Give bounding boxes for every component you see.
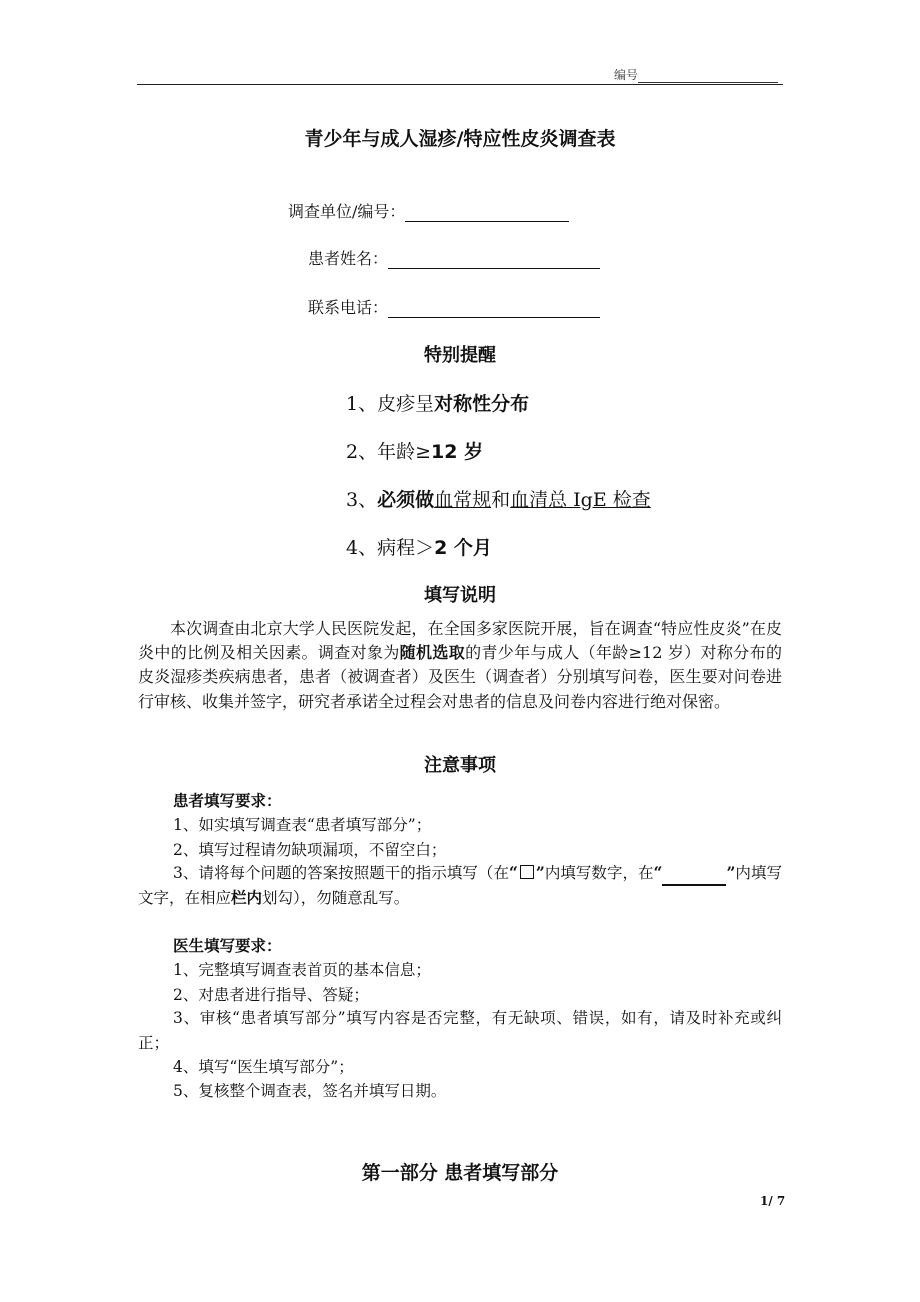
name-input-blank[interactable]: [388, 252, 600, 269]
doctor-requirement-5: 5、复核整个调查表，签名并填写日期。: [173, 1082, 447, 1100]
phone-label: 联系电话：: [308, 298, 389, 317]
patient-requirement-2: 2、填写过程请勿缺项漏项，不留空白；: [173, 841, 447, 859]
notes-heading: 注意事项: [424, 755, 496, 776]
reminder-item-2: 2、年龄≥12 岁: [346, 441, 484, 463]
page-number: 1/ 7: [760, 1194, 786, 1208]
phone-input-blank[interactable]: [388, 301, 600, 318]
header-rule: [137, 84, 783, 85]
patient-requirement-3: 3、请将每个问题的答案按照题干的指示填写（在“ ”内填写数字，在“ ”内填写文字，在相应栏内划勾），勿随意乱写。: [138, 863, 782, 907]
document-number-field[interactable]: [638, 70, 778, 83]
checkbox-icon: [520, 865, 534, 879]
doctor-requirement-4: 4、填写“医生填写部分”；: [173, 1058, 354, 1076]
doctor-requirement-1: 1、完整填写调查表首页的基本信息；: [173, 961, 431, 979]
doctor-requirements-heading: 医生填写要求：: [173, 937, 282, 955]
doctor-requirement-2: 2、对患者进行指导、答疑；: [173, 986, 369, 1004]
unit-field-row: [288, 199, 569, 222]
instructions-heading: 填写说明: [424, 585, 496, 606]
patient-requirements-heading: 患者填写要求：: [173, 792, 282, 810]
part-one-title: 第一部分 患者填写部分: [361, 1162, 559, 1184]
patient-requirement-1: 1、如实填写调查表“患者填写部分”；: [173, 816, 432, 834]
unit-input-blank[interactable]: [405, 205, 569, 222]
name-label: 患者姓名：: [308, 249, 389, 268]
name-field-row: [308, 246, 600, 269]
phone-field-row: [308, 295, 600, 318]
reminder-heading: 特别提醒: [424, 345, 496, 366]
page-title: 青少年与成人湿疹/特应性皮炎调查表: [304, 128, 616, 150]
reminder-item-1: 1、皮疹呈对称性分布: [346, 393, 530, 415]
instructions-paragraph: 本次调查由北京大学人民医院发起，在全国多家医院开展，旨在调查“特应性皮炎”在皮炎中的比例及相关因素。调查对象为随机选取的青少年与成人（年龄≥12 岁）对称分布的皮炎湿疹类疾病患者，患者（被调查者）及医生（调查者）分别填写问卷，医生要对问卷进行审核、收集并签字，研究者承诺全过程会对患者的信息及问卷内容进行绝对保密。: [138, 619, 782, 711]
unit-label: 调查单位/编号：: [288, 202, 406, 221]
doctor-requirement-3: 3、审核“患者填写部分”填写内容是否完整，有无缺项、错误，如有，请及时补充或纠正；: [138, 1009, 782, 1052]
reminder-item-3: 3、必须做血常规和血清总 IgE 检查: [346, 489, 651, 511]
blank-line-icon: [662, 869, 726, 886]
reminder-item-4: 4、病程＞2 个月: [346, 537, 492, 559]
document-number-label: 编号: [614, 66, 778, 83]
